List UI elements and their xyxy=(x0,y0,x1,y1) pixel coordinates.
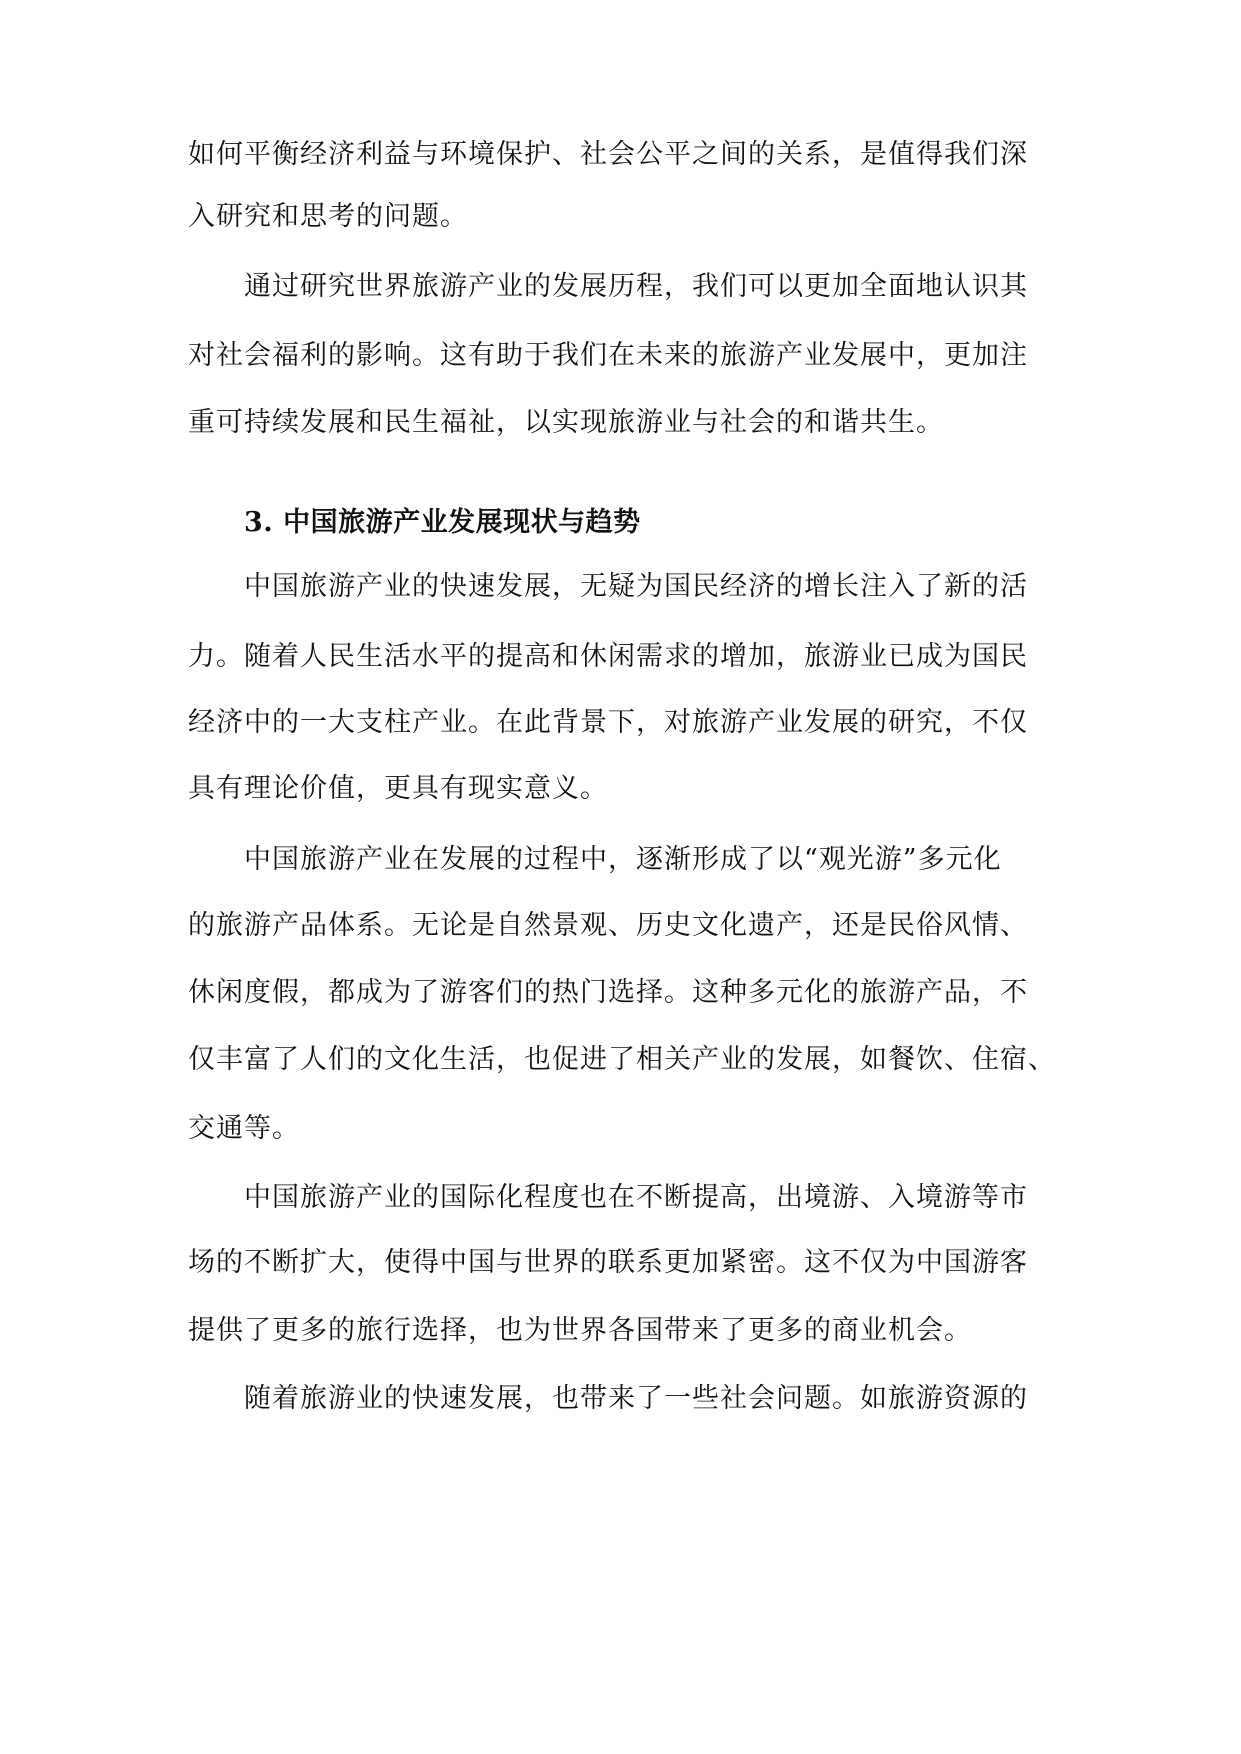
paragraph-line: 具有理论价值，更具有现实意义。 xyxy=(188,773,608,804)
paragraph-line: 中国旅游产业在发展的过程中，逐渐形成了以“观光游”多元化 xyxy=(244,844,1002,875)
paragraph-line: 随着旅游业的快速发展，也带来了一些社会问题。如旅游资源的 xyxy=(244,1383,1028,1414)
paragraph-line: 入研究和思考的问题。 xyxy=(188,201,468,232)
paragraph-line: 交通等。 xyxy=(188,1113,300,1144)
paragraph-line: 力。随着人民生活水平的提高和休闲需求的增加，旅游业已成为国民 xyxy=(188,641,1028,672)
paragraph-line: 通过研究世界旅游产业的发展历程，我们可以更加全面地认识其 xyxy=(244,271,1028,302)
paragraph-line: 经济中的一大支柱产业。在此背景下，对旅游产业发展的研究，不仅 xyxy=(188,707,1028,738)
paragraph-line: 场的不断扩大，使得中国与世界的联系更加紧密。这不仅为中国游客 xyxy=(188,1247,1028,1278)
paragraph-line: 重可持续发展和民生福祉，以实现旅游业与社会的和谐共生。 xyxy=(188,407,944,438)
paragraph-line: 中国旅游产业的国际化程度也在不断提高，出境游、入境游等市 xyxy=(244,1182,1028,1213)
paragraph-line: 的旅游产品体系。无论是自然景观、历史文化遗产，还是民俗风情、 xyxy=(188,910,1028,941)
paragraph-line: 休闲度假，都成为了游客们的热门选择。这种多元化的旅游产品，不 xyxy=(188,977,1028,1008)
paragraph-line: 对社会福利的影响。这有助于我们在未来的旅游产业发展中，更加注 xyxy=(188,340,1028,371)
paragraph-line: 如何平衡经济利益与环境保护、社会公平之间的关系，是值得我们深 xyxy=(188,139,1028,170)
paragraph-line: 仅丰富了人们的文化生活，也促进了相关产业的发展，如餐饮、住宿、 xyxy=(188,1044,1056,1075)
paragraph-line: 提供了更多的旅行选择，也为世界各国带来了更多的商业机会。 xyxy=(188,1315,972,1346)
paragraph-line: 中国旅游产业的快速发展，无疑为国民经济的增长注入了新的活 xyxy=(244,571,1028,602)
section-heading: 3. 中国旅游产业发展现状与趋势 xyxy=(244,507,641,538)
